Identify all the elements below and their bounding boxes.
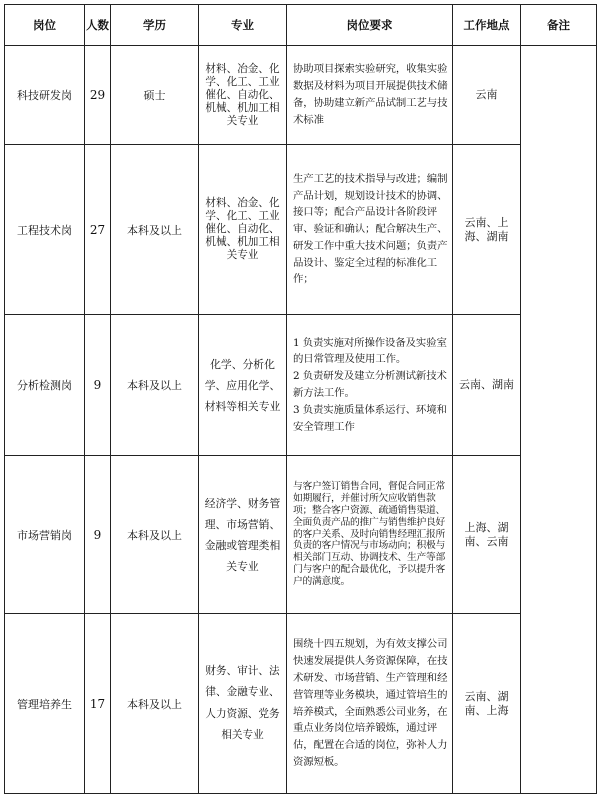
education-cell: 本科及以上 xyxy=(111,456,199,614)
position-cell: 市场营销岗 xyxy=(5,456,85,614)
requirements-cell xyxy=(287,145,453,315)
requirement-item: 2 负责研发及建立分析测试新技术新方法工作。 xyxy=(293,370,447,399)
remarks-cell xyxy=(521,46,597,794)
location-cell: 上海、湖南、云南 xyxy=(453,456,521,614)
requirements-cell xyxy=(287,46,453,145)
requirement-text: 与客户签订销售合同，督促合同正常如期履行，并催讨所欠应收销售款项；整合客户资源、疏通销售渠道、全面负责产品的推广与销售维护良好的客户关系、及时向销售经理汇报所负责的客户情况与市场动向；积极与相关部门互动、协调技术、生产等部门与客户的配合最优化，予以提升客户的满意度。 xyxy=(293,480,445,588)
location-cell: 云南 xyxy=(453,46,521,145)
education-cell: 硕士 xyxy=(111,46,199,145)
requirement-text: 生产工艺的技术指导与改进；编制产品计划，规划设计技术的协调、接口等；配合产品设计各阶段评审、验证和确认；配合解决生产、研发工作中重大技术问题；负责产品设计、鉴定全过程的标准化工作； xyxy=(293,172,448,286)
requirement-item: 3 负责实施质量体系运行、环境和安全管理工作 xyxy=(293,403,447,433)
header-position: 岗位 xyxy=(5,5,85,46)
count-cell: 9 xyxy=(85,456,111,614)
table-row xyxy=(5,46,597,145)
location-cell: 云南、湖南、上海 xyxy=(453,614,521,794)
position-cell: 管理培养生 xyxy=(5,614,85,794)
major-cell: 材料、冶金、化学、化工、工业催化、自动化、机械、机加工相关专业 xyxy=(199,145,287,315)
education-cell: 本科及以上 xyxy=(111,614,199,794)
count-cell: 9 xyxy=(85,315,111,456)
requirements-cell xyxy=(287,315,453,456)
recruitment-table xyxy=(4,4,597,794)
major-cell: 材料、冶金、化学、化工、工业催化、自动化、机械、机加工相关专业 xyxy=(199,46,287,145)
requirement-text: 协助项目探索实验研究，收集实验数据及材料为项目开展提供技术储备，协助建立新产品试制工艺与技术标准 xyxy=(293,63,448,126)
major-cell: 经济学、财务管理、市场营销、金融或管理类相关专业 xyxy=(199,456,287,614)
count-cell: 27 xyxy=(85,145,111,315)
requirement-item: 1 负责实施对所操作设备及实验室的日常管理及使用工作。 xyxy=(293,336,447,366)
position-cell: 分析检测岗 xyxy=(5,315,85,456)
education-cell: 本科及以上 xyxy=(111,315,199,456)
header-major: 专业 xyxy=(199,5,287,46)
requirements-cell xyxy=(287,456,453,614)
table-row xyxy=(5,614,597,794)
major-cell: 化学、分析化学、应用化学、材料等相关专业 xyxy=(199,315,287,456)
location-cell: 云南、湖南 xyxy=(453,315,521,456)
header-count: 人数 xyxy=(85,5,111,46)
major-cell: 财务、审计、法律、金融专业、人力资源、党务相关专业 xyxy=(199,614,287,794)
table-row xyxy=(5,145,597,315)
education-cell: 本科及以上 xyxy=(111,145,199,315)
requirements-cell xyxy=(287,614,453,794)
header-requirements: 岗位要求 xyxy=(287,5,453,46)
requirement-text: 围绕十四五规划，为有效支撑公司快速发展提供人务资源保障，在技术研发、市场营销、生产管理和经营管理等业务模块，通过管培生的培养模式，全面熟悉公司业务，在重点业务岗位培养锻炼，通过评估，配置在合适的岗位，弥补人力资源短板。 xyxy=(293,638,448,768)
count-cell: 29 xyxy=(85,46,111,145)
header-remarks: 备注 xyxy=(521,5,597,46)
header-education: 学历 xyxy=(111,5,199,46)
position-cell: 科技研发岗 xyxy=(5,46,85,145)
location-cell: 云南、上海、湖南 xyxy=(453,145,521,315)
position-cell: 工程技术岗 xyxy=(5,145,85,315)
header-location: 工作地点 xyxy=(453,5,521,46)
count-cell: 17 xyxy=(85,614,111,794)
header-row xyxy=(5,5,597,46)
table-row xyxy=(5,456,597,614)
table-row xyxy=(5,315,597,456)
